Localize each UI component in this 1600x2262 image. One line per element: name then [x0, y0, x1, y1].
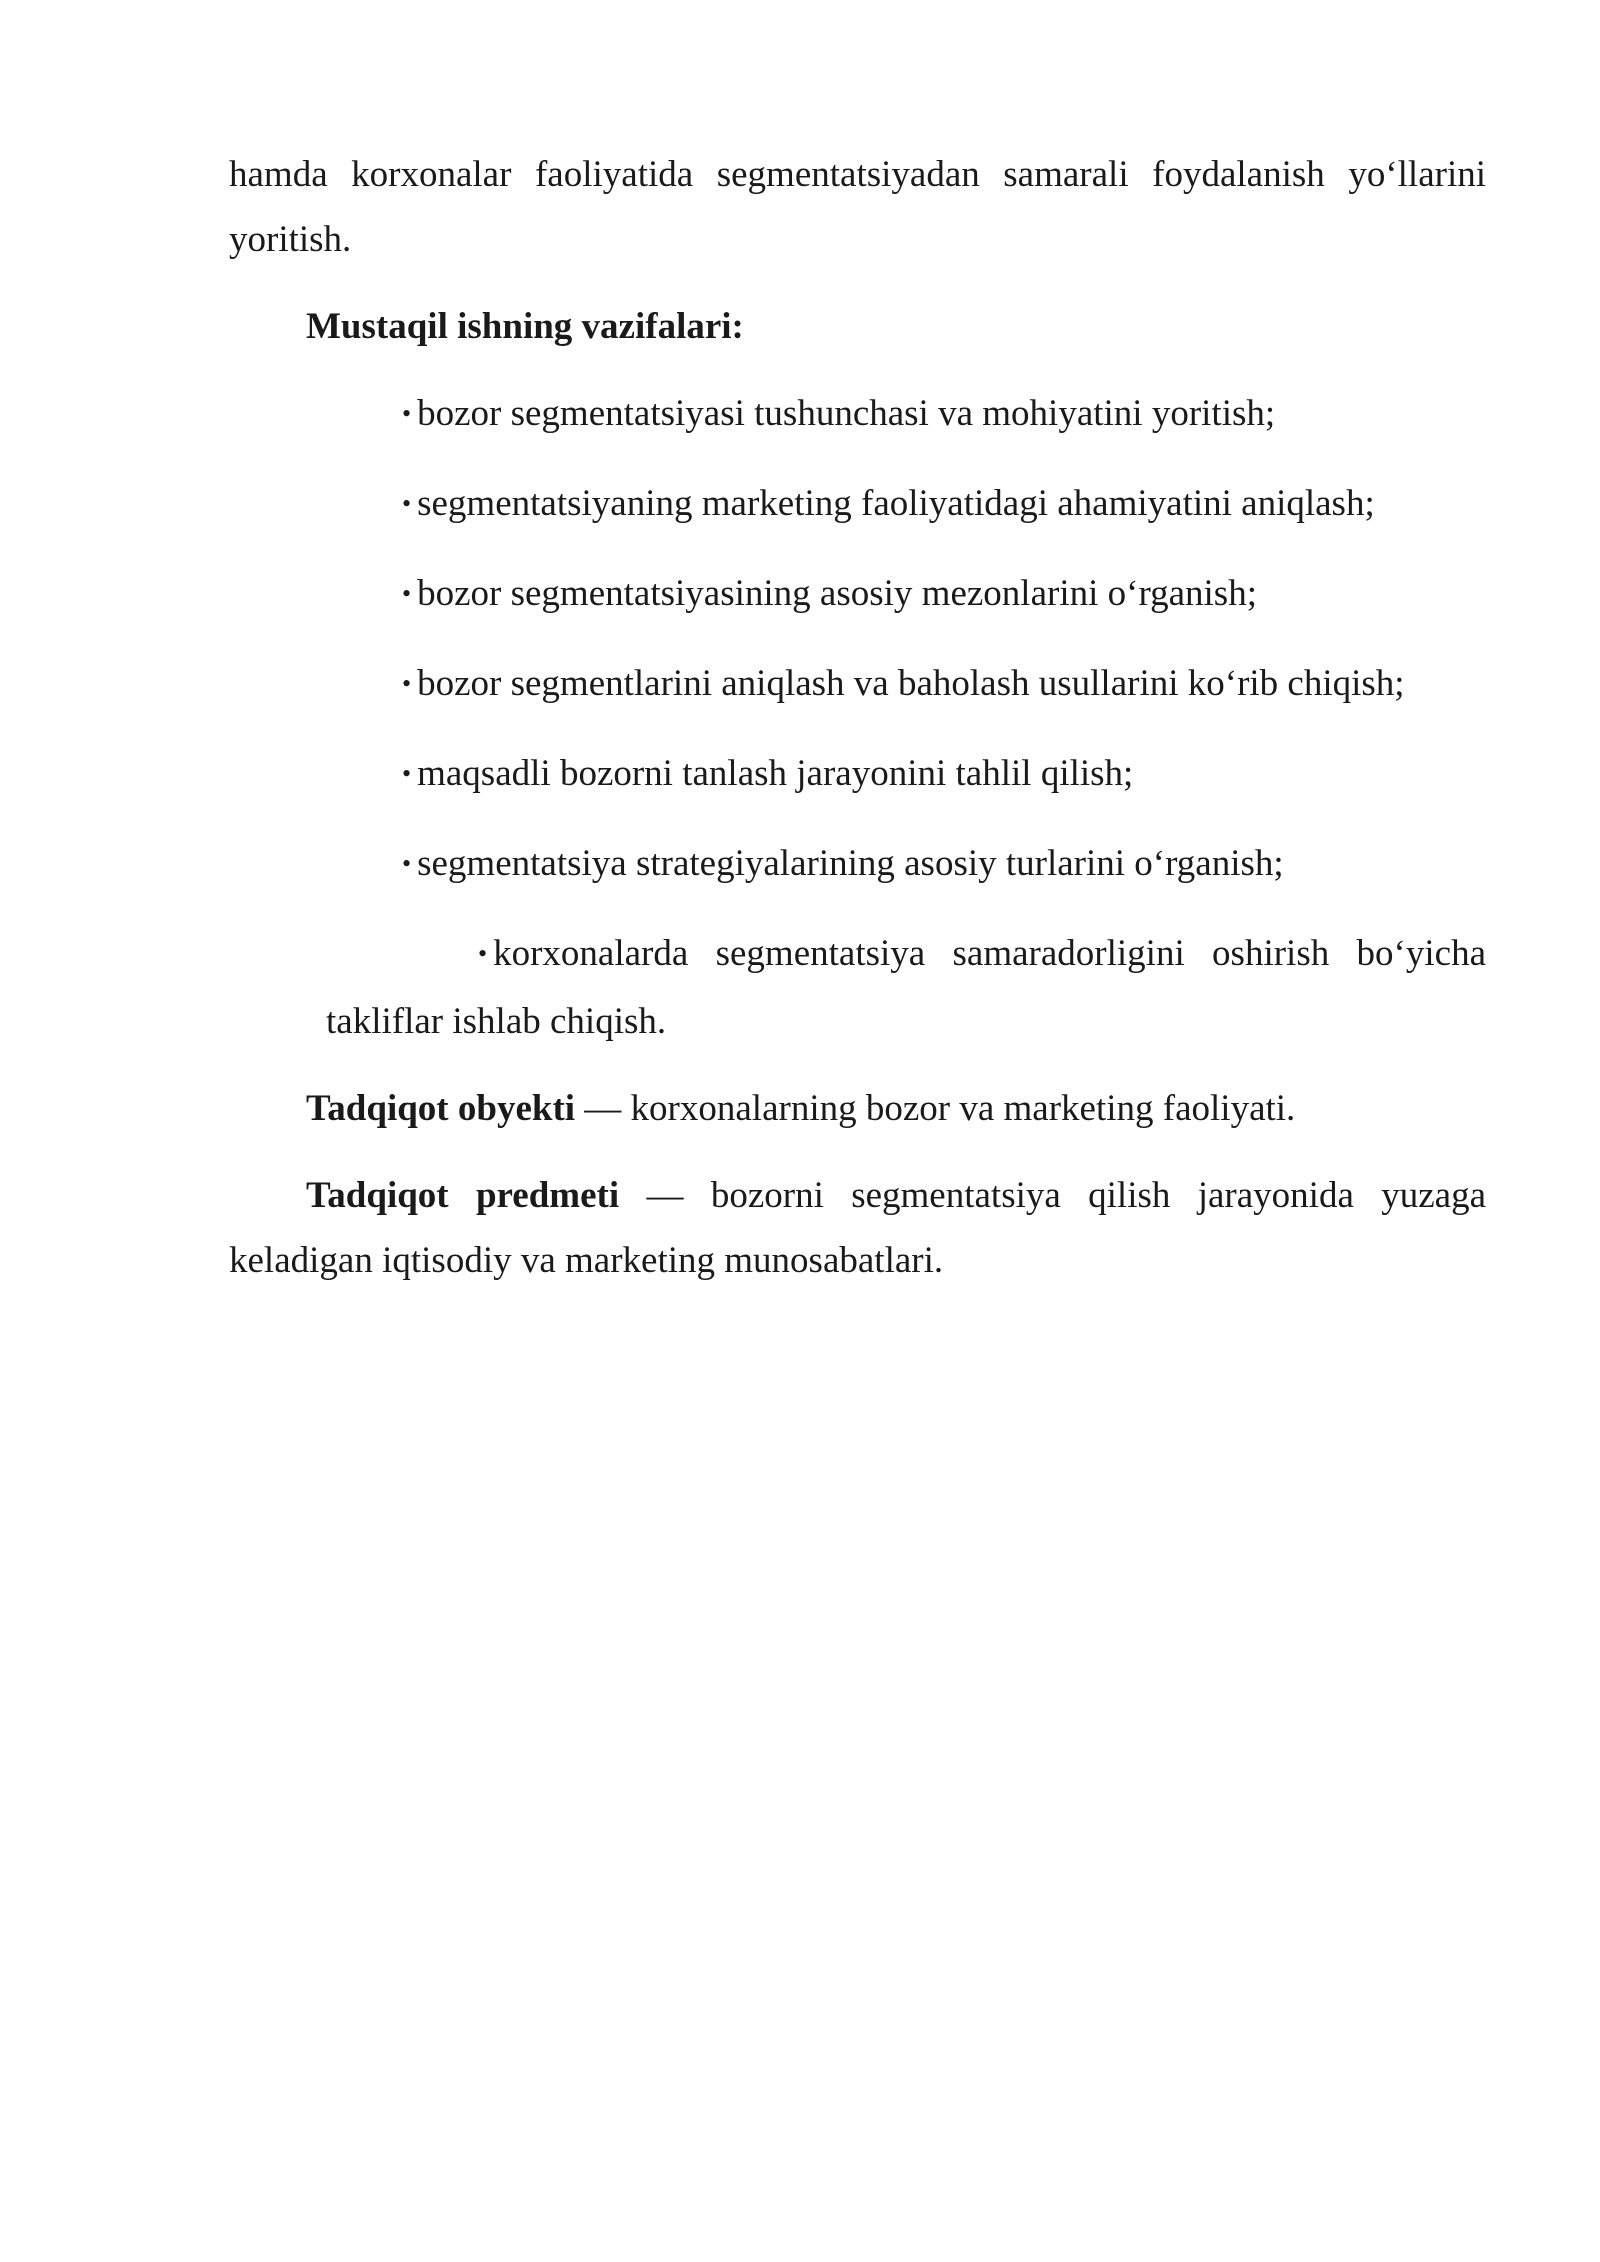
list-item: [229, 651, 1486, 719]
list-item-text: maqsadli bozorni tanlash jarayonini tahlil qilish;: [417, 753, 1134, 795]
tasks-heading: Mustaqil ishning vazifalari:: [306, 306, 744, 347]
list-item: [229, 831, 1486, 899]
bullet-icon: •: [402, 399, 412, 429]
bullet-icon: •: [402, 579, 412, 609]
bullet-icon: •: [402, 669, 412, 699]
research-subject-text: — bozorni segmentatsiya qilish jarayonida yuzaga keladigan iqtisodiy va marketing munosabatlari.: [229, 1175, 1486, 1282]
list-item-text: korxonalarda segmentatsiya samaradorligini oshirish bo‘yicha takliflar ishlab chiqish.: [326, 933, 1486, 1043]
list-item: [326, 921, 1486, 1054]
document-page: [229, 142, 1486, 1315]
tasks-list: [229, 381, 1486, 1054]
bullet-icon: •: [478, 939, 488, 969]
list-item-text: segmentatsiyaning marketing faoliyatidagi ahamiyatini aniqlash;: [417, 483, 1375, 525]
list-item-text: bozor segmentlarini aniqlash va baholash usullarini ko‘rib chiqish;: [417, 663, 1405, 705]
research-subject-label: Tadqiqot predmeti: [306, 1175, 620, 1217]
research-subject-paragraph: [229, 1163, 1486, 1293]
research-object-label: Tadqiqot obyekti: [306, 1088, 576, 1130]
list-item-text: bozor segmentatsiyasi tushunchasi va mohiyatini yoritish;: [417, 393, 1276, 434]
list-item: [229, 471, 1486, 539]
intro-paragraph: hamda korxonalar faoliyatida segmentatsiyadan samarali foydalanish yo‘llarini yoritish.: [229, 154, 1486, 260]
list-item: [229, 381, 1486, 449]
bullet-icon: •: [402, 489, 412, 519]
bullet-icon: •: [402, 759, 412, 789]
bullet-icon: •: [402, 849, 412, 879]
list-item-text: bozor segmentatsiyasining asosiy mezonlarini o‘rganish;: [417, 573, 1257, 615]
research-object-paragraph: [229, 1076, 1486, 1141]
list-item: [229, 561, 1486, 629]
list-item: [229, 741, 1486, 809]
research-object-text: — korxonalarning bozor va marketing faoliyati.: [575, 1088, 1296, 1130]
list-item-text: segmentatsiya strategiyalarining asosiy turlarini o‘rganish;: [417, 843, 1284, 885]
